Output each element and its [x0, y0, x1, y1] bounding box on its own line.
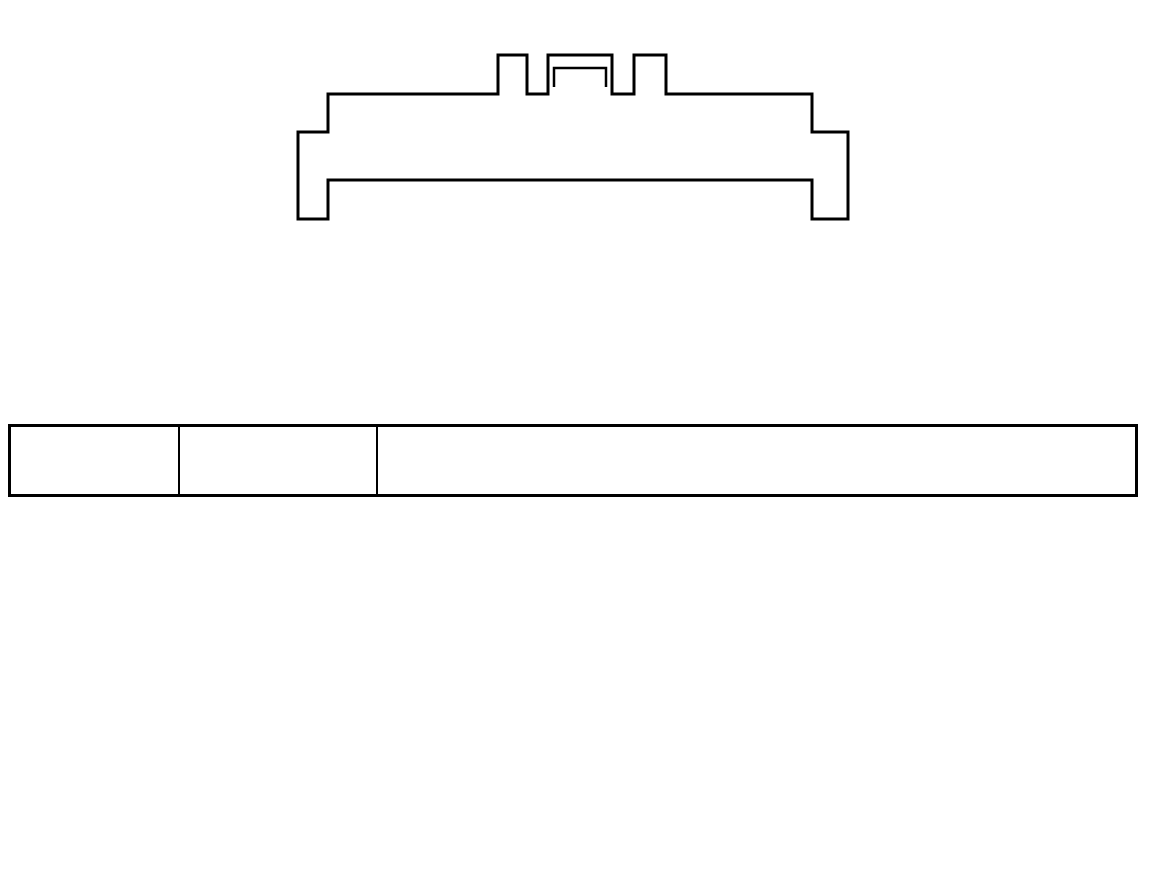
wiring-legend-table [8, 424, 1138, 497]
connector-diagram [290, 50, 860, 230]
connector-outline [298, 55, 848, 219]
table-header-row [10, 426, 1137, 496]
header-circuit [377, 426, 1137, 496]
header-terminal [10, 426, 179, 496]
connector-latch [554, 68, 606, 87]
header-wire-color [179, 426, 377, 496]
